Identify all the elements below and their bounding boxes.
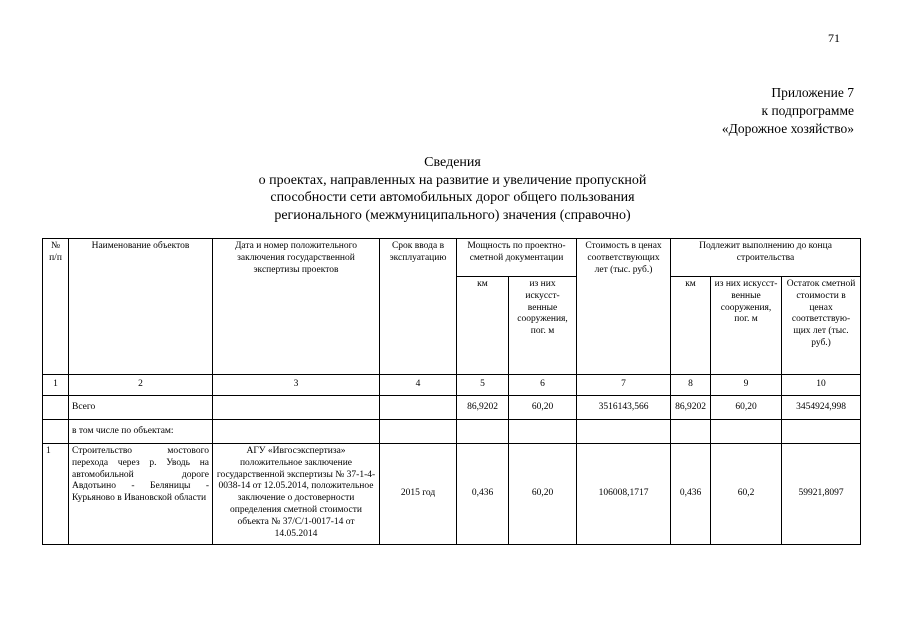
column-number: 1 xyxy=(43,375,69,396)
row-km: 0,436 xyxy=(457,444,509,545)
total-num-cell xyxy=(43,396,69,420)
column-number: 8 xyxy=(671,375,711,396)
total-label: Всего xyxy=(69,396,213,420)
table-row xyxy=(43,444,861,545)
row-deadline: 2015 год xyxy=(380,444,457,545)
subheader-empty-cell xyxy=(509,420,577,444)
column-number: 9 xyxy=(711,375,782,396)
document-heading xyxy=(0,154,905,224)
row-balance: 59921,8097 xyxy=(782,444,861,545)
row-structures: 60,20 xyxy=(509,444,577,545)
header-deadline: Срок ввода в эксплуатацию xyxy=(380,239,457,375)
total-balance: 3454924,998 xyxy=(782,396,861,420)
subheader-empty-cell xyxy=(711,420,782,444)
subheader-empty-cell xyxy=(457,420,509,444)
total-structures: 60,20 xyxy=(509,396,577,420)
table-header-row-1 xyxy=(43,239,861,277)
header-cost: Стоимость в ценах соответствующих лет (тыс. руб.) xyxy=(577,239,671,375)
header-expertise: Дата и номер положительного заключения государственной экспертизы проектов xyxy=(213,239,380,375)
subheader-num-cell xyxy=(43,420,69,444)
subheader-empty-cell xyxy=(380,420,457,444)
row-expertise: АГУ «Ивгосэкспертиза» положительное заключение государственной экспертизы № 37-1-4-0038-14 от 12.05.2014, положительное заключение о достоверности определения сметной стоимости объекта № 37/С/1-0017-14 от 14.05.2014 xyxy=(213,444,380,545)
projects-table xyxy=(42,238,861,545)
column-number: 7 xyxy=(577,375,671,396)
total-structures-remaining: 60,20 xyxy=(711,396,782,420)
heading-line-4: регионального (межмуниципального) значения (справочно) xyxy=(274,207,631,223)
total-cost: 3516143,566 xyxy=(577,396,671,420)
total-deadline-cell xyxy=(380,396,457,420)
subheader-empty-cell xyxy=(782,420,861,444)
appendix-line-3: «Дорожное хозяйство» xyxy=(721,121,854,136)
subheader-label: в том числе по объектам: xyxy=(69,420,213,444)
row-num: 1 xyxy=(43,444,69,545)
appendix-block xyxy=(722,84,854,138)
column-number: 5 xyxy=(457,375,509,396)
heading-line-2: о проектах, направленных на развитие и увеличение пропускной xyxy=(258,172,647,188)
header-num: № п/п xyxy=(43,239,69,375)
header-km: км xyxy=(457,277,509,375)
header-km-remaining: км xyxy=(671,277,711,375)
header-name: Наименование объектов xyxy=(69,239,213,375)
total-km-remaining: 86,9202 xyxy=(671,396,711,420)
subheader-row xyxy=(43,420,861,444)
heading-line-3: способности сети автомобильных дорог общего пользования xyxy=(270,190,635,205)
header-structures: из них искусст-венные сооружения, пог. м xyxy=(509,277,577,375)
heading-title: Сведения xyxy=(424,155,481,170)
header-capacity: Мощность по проектно-сметной документации xyxy=(457,239,577,277)
header-remaining: Подлежит выполнению до конца строительства xyxy=(671,239,861,277)
column-number: 4 xyxy=(380,375,457,396)
appendix-line-1: Приложение 7 xyxy=(771,85,854,100)
subheader-empty-cell xyxy=(671,420,711,444)
subheader-empty-cell xyxy=(577,420,671,444)
row-km-remaining: 0,436 xyxy=(671,444,711,545)
header-balance: Остаток сметной стоимости в ценах соответствую-щих лет (тыс. руб.) xyxy=(782,277,861,375)
column-number: 10 xyxy=(782,375,861,396)
subheader-empty-cell xyxy=(213,420,380,444)
column-number: 6 xyxy=(509,375,577,396)
header-structures-remaining: из них искусст-венные сооружения, пог. м xyxy=(711,277,782,375)
total-km: 86,9202 xyxy=(457,396,509,420)
page-number: 71 xyxy=(828,31,840,45)
row-structures-remaining: 60,2 xyxy=(711,444,782,545)
total-row xyxy=(43,396,861,420)
total-expertise-cell xyxy=(213,396,380,420)
row-name: Строительство мостового перехода через р. Уводь на автомобильной дороге Авдотьино - Беляницы - Курьяново в Ивановской области xyxy=(69,444,213,545)
column-number: 2 xyxy=(69,375,213,396)
row-cost: 106008,1717 xyxy=(577,444,671,545)
appendix-line-2: к подпрограмме xyxy=(761,103,854,118)
column-numbers-row xyxy=(43,375,861,396)
column-number: 3 xyxy=(213,375,380,396)
